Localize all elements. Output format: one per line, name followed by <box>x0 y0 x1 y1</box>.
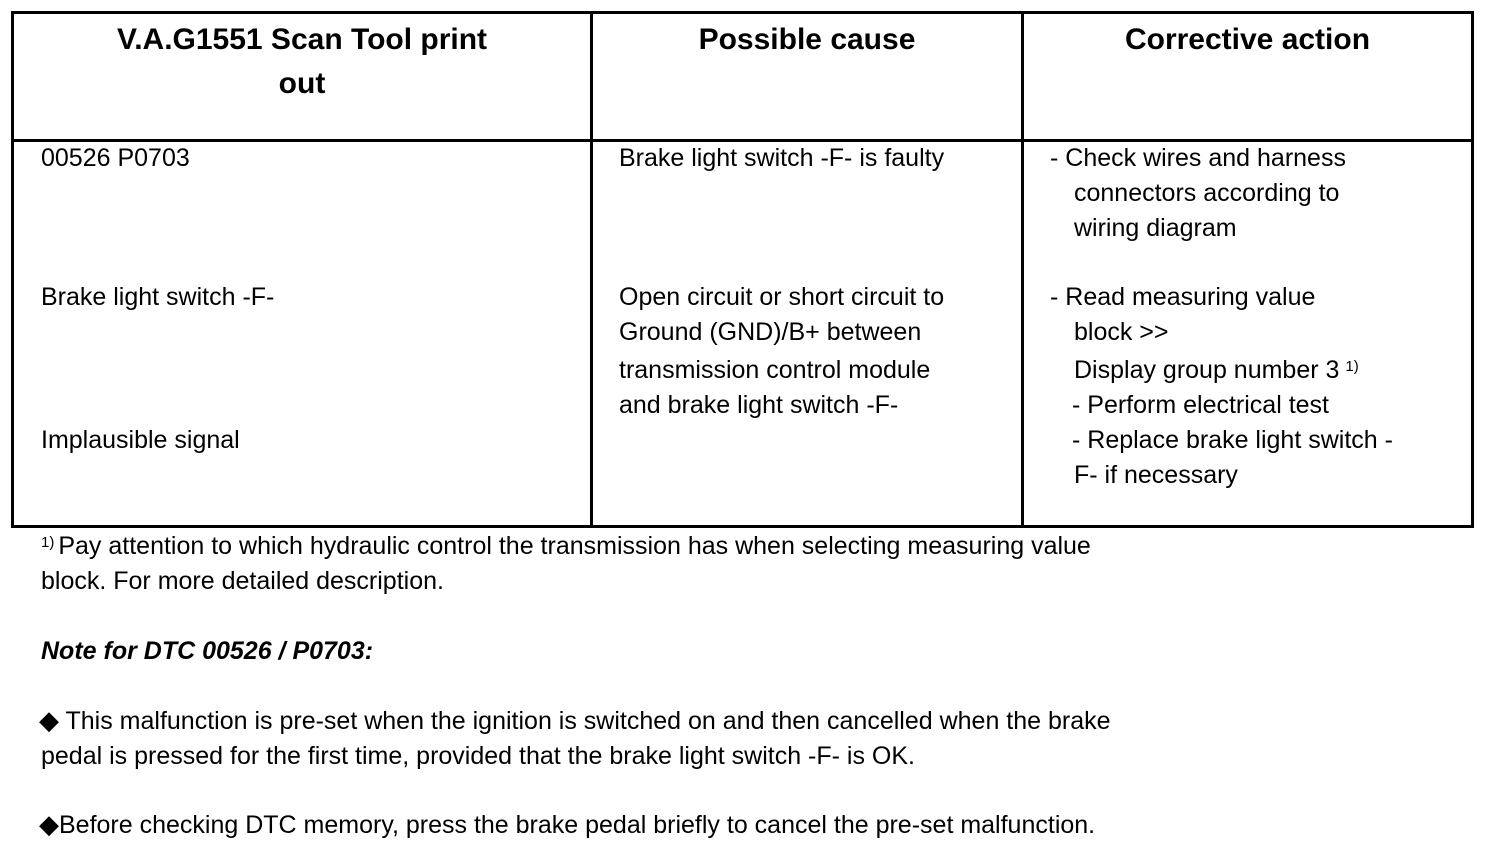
dtc-table <box>11 11 1474 528</box>
action-line: - Read measuring value <box>1050 283 1316 311</box>
cause-line: Open circuit or short circuit to <box>619 283 945 311</box>
action-line <box>1050 353 1393 388</box>
footnote-marker: 1) <box>41 534 55 551</box>
cause-line: and brake light switch -F- <box>619 391 899 419</box>
footnote-ref: 1) <box>1345 358 1359 375</box>
column-divider <box>1021 14 1024 525</box>
footnote-line1 <box>41 529 1091 564</box>
cause-open-circuit <box>619 280 944 423</box>
footnote <box>41 529 1091 599</box>
fault-code: 00526 P0703 <box>41 144 190 172</box>
diamond-bullet-icon: ◆ <box>39 705 59 735</box>
footnote-line2: block. For more detailed description. <box>41 567 444 595</box>
bullet-line <box>39 703 1111 739</box>
header-scan-tool-printout <box>14 18 590 106</box>
note-bullet-cancel <box>39 807 1095 843</box>
cause-faulty-switch: Brake light switch -F- is faulty <box>619 144 945 172</box>
action-line: - Perform electrical test <box>1072 391 1330 419</box>
header-scan-tool-line1: V.A.G1551 Scan Tool print <box>116 23 488 56</box>
note-bullet-preset <box>39 703 1111 774</box>
diamond-bullet-icon: ◆ <box>39 809 59 839</box>
fault-component: Brake light switch -F- <box>41 283 275 311</box>
note-heading: Note for DTC 00526 / P0703: <box>41 637 374 665</box>
cause-line: Ground (GND)/B+ between <box>619 318 922 346</box>
cause-line: transmission control module <box>619 356 931 384</box>
action-line: F- if necessary <box>1074 461 1238 489</box>
header-possible-cause: Possible cause <box>698 23 916 56</box>
action-line: - Check wires and harness <box>1050 144 1346 172</box>
header-corrective-action: Corrective action <box>1124 23 1371 56</box>
header-scan-tool-line2: out <box>278 67 326 100</box>
bullet-text: This malfunction is pre-set when the ignition is switched on and then cancelled when the brake <box>65 707 1111 735</box>
bullet-text: Before checking DTC memory, press the brake pedal briefly to cancel the pre-set malfunction. <box>59 811 1096 839</box>
bullet-text: pedal is pressed for the first time, provided that the brake light switch -F- is OK. <box>41 742 915 770</box>
action-check-wires <box>1050 141 1346 246</box>
fault-signal: Implausible signal <box>41 426 240 454</box>
column-divider <box>590 14 593 525</box>
action-line: - Replace brake light switch - <box>1072 426 1393 454</box>
action-line: wiring diagram <box>1074 214 1237 242</box>
display-group-text: Display group number 3 <box>1074 356 1340 384</box>
action-line: block >> <box>1074 318 1169 346</box>
action-read-measuring <box>1050 280 1393 493</box>
action-line: connectors according to <box>1074 179 1340 207</box>
footnote-text: Pay attention to which hydraulic control the transmission has when selecting measuring value <box>58 532 1091 560</box>
